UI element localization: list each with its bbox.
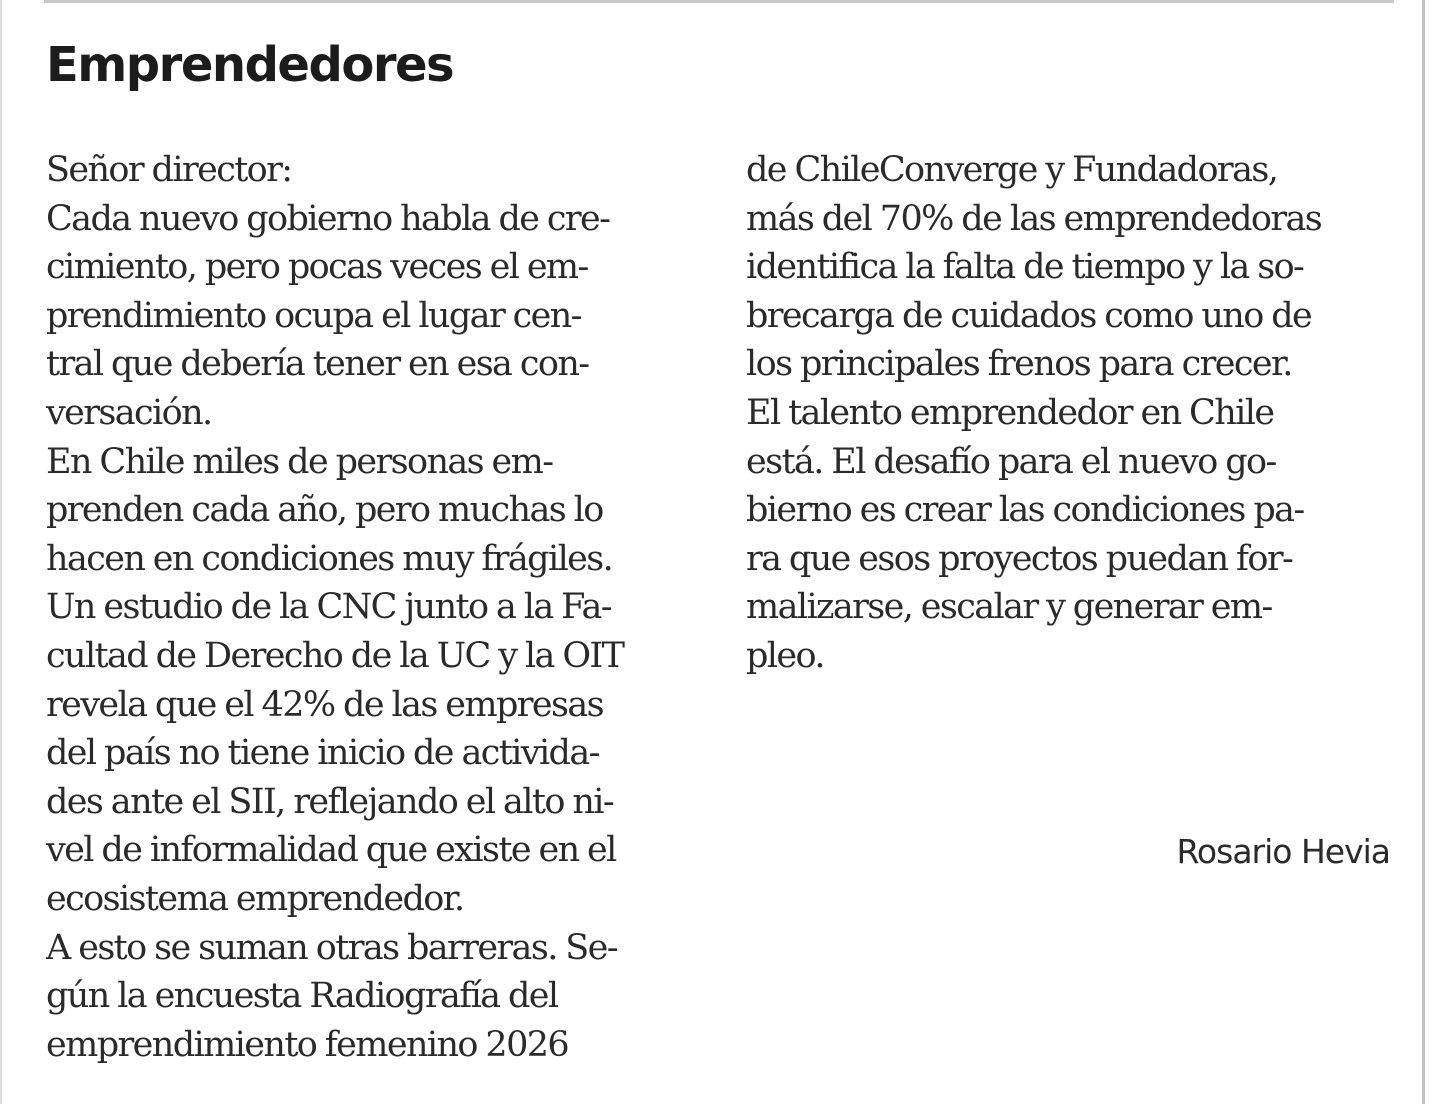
body-line: malizarse, escalar y generar em- bbox=[746, 587, 1272, 628]
body-line: ra que esos proyectos puedan for- bbox=[746, 538, 1293, 579]
body-line: A esto se suman otras barreras. Se- bbox=[46, 927, 617, 968]
body-line: En Chile miles de personas em- bbox=[46, 441, 553, 482]
body-line: emprendimiento femenino 2026 bbox=[46, 1024, 569, 1065]
body-line: versación. bbox=[46, 392, 212, 433]
body-column-right bbox=[746, 146, 1406, 681]
body-line: gún la encuesta Radiografía del bbox=[46, 976, 558, 1017]
body-line: cimiento, pero pocas veces el em- bbox=[46, 247, 588, 288]
body-line: Señor director: bbox=[46, 150, 292, 190]
body-line: pleo. bbox=[746, 635, 824, 676]
body-line: revela que el 42% de las empresas bbox=[46, 684, 603, 725]
author-signature: Rosario Hevia bbox=[1176, 832, 1390, 871]
body-column-left bbox=[46, 146, 706, 1069]
body-line: tral que debería tener en esa con- bbox=[46, 344, 589, 385]
body-line: brecarga de cuidados como uno de bbox=[746, 295, 1312, 336]
body-line: de ChileConverge y Fundadoras, bbox=[746, 150, 1278, 190]
body-line: prendimiento ocupa el lugar cen- bbox=[46, 295, 581, 336]
body-line: Cada nuevo gobierno habla de cre- bbox=[46, 198, 610, 239]
body-line: bierno es crear las condiciones pa- bbox=[746, 490, 1304, 531]
body-line: El talento emprendedor en Chile bbox=[746, 392, 1274, 433]
body-line: identifica la falta de tiempo y la so- bbox=[746, 247, 1304, 288]
body-line: cultad de Derecho de la UC y la OIT bbox=[46, 635, 624, 676]
body-line: está. El desafío para el nuevo go- bbox=[746, 441, 1276, 482]
body-line: vel de informalidad que existe en el bbox=[46, 830, 616, 871]
body-line: hacen en condiciones muy frágiles. bbox=[46, 538, 613, 579]
body-line: más del 70% de las emprendedoras bbox=[746, 198, 1322, 239]
body-line: ecosistema emprendedor. bbox=[46, 878, 464, 919]
body-line: del país no tiene inicio de activida- bbox=[46, 733, 599, 774]
body-line: prenden cada año, pero muchas lo bbox=[46, 490, 603, 531]
body-line: des ante el SII, reflejando el alto ni- bbox=[46, 781, 614, 822]
column-border-right bbox=[1422, 0, 1425, 1104]
body-line: Un estudio de la CNC junto a la Fa- bbox=[46, 587, 611, 628]
page-left-edge bbox=[0, 0, 2, 1104]
headline: Emprendedores bbox=[46, 37, 454, 93]
top-divider bbox=[44, 0, 1394, 3]
body-line: los principales frenos para crecer. bbox=[746, 344, 1292, 385]
